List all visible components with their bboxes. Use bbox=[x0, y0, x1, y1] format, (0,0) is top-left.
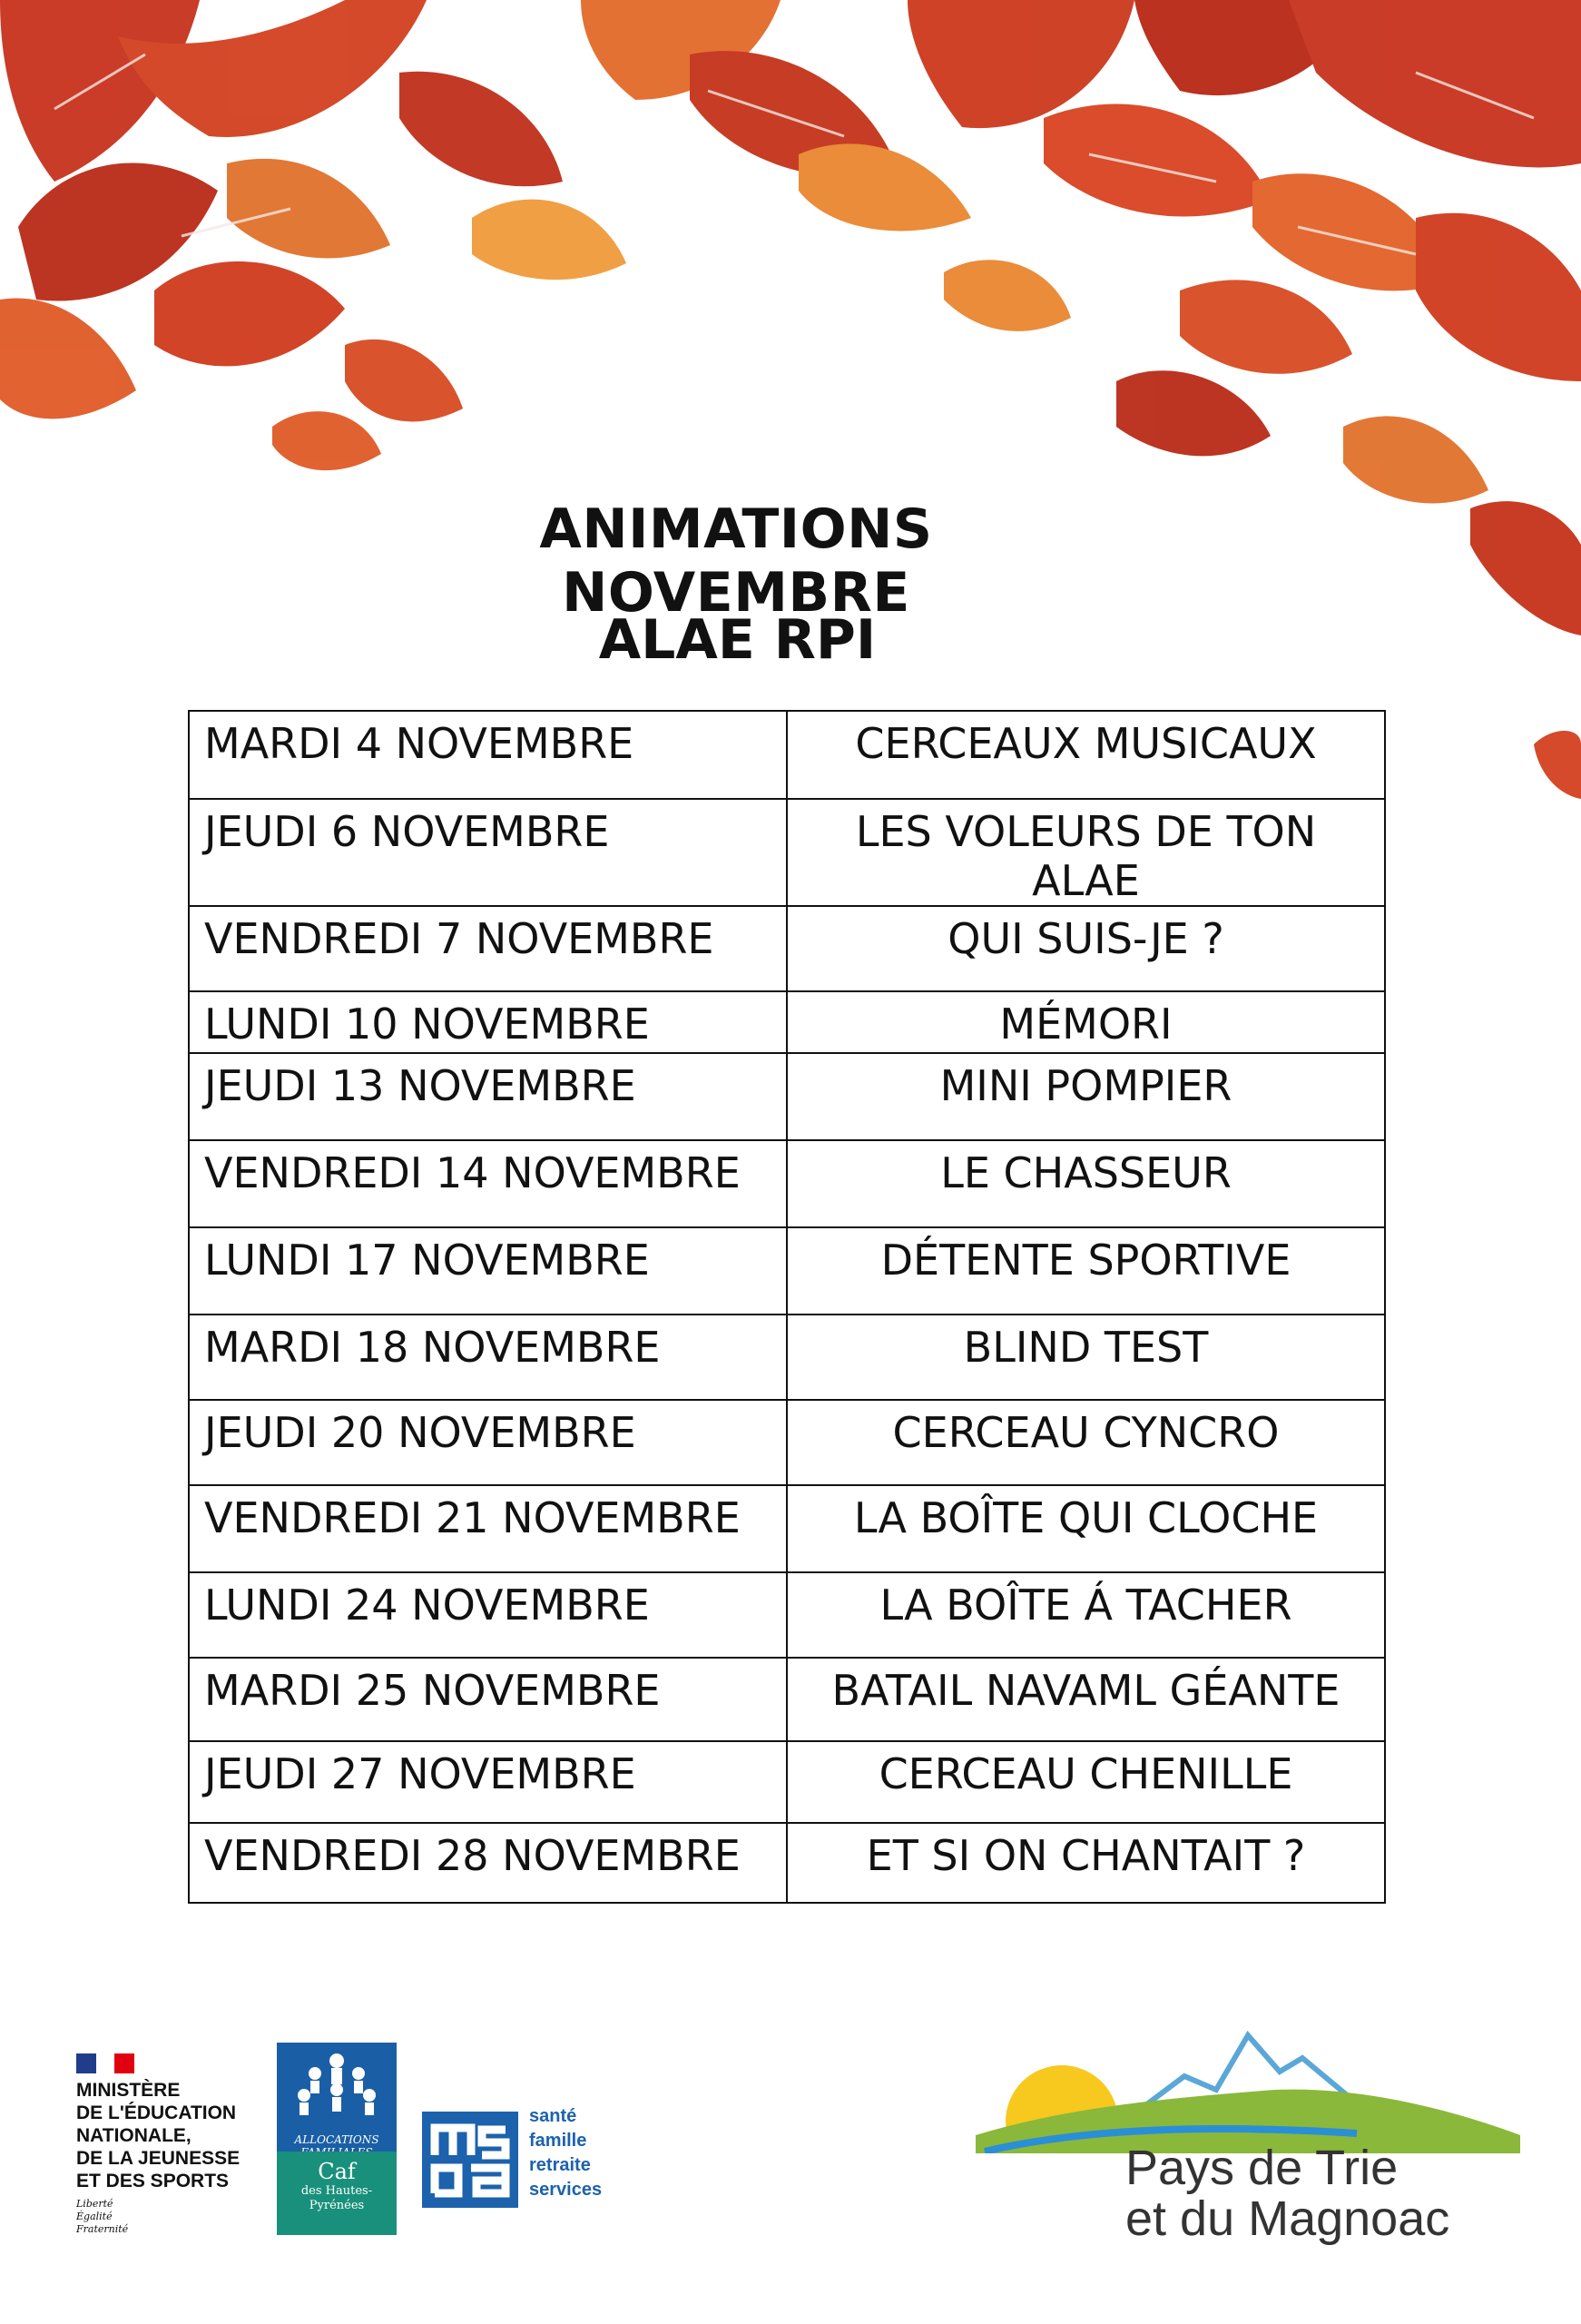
ministere-line: NATIONALE, bbox=[76, 2125, 191, 2146]
pays-de-trie-logo bbox=[976, 2026, 1520, 2262]
activity-cell: LES VOLEURS DE TON ALAE bbox=[787, 799, 1385, 906]
table-row bbox=[189, 1741, 1385, 1823]
caf-footer bbox=[277, 2152, 397, 2235]
ministere-line: MINISTÈRE bbox=[76, 2080, 181, 2101]
page-title: ANIMATIONS NOVEMBRE bbox=[539, 497, 933, 625]
table-row bbox=[189, 1053, 1385, 1140]
date-cell: MARDI 18 NOVEMBRE bbox=[189, 1315, 787, 1400]
date-cell: LUNDI 10 NOVEMBRE bbox=[189, 991, 787, 1053]
table-row bbox=[189, 1140, 1385, 1227]
date-cell: VENDREDI 21 NOVEMBRE bbox=[189, 1485, 787, 1572]
pays-name bbox=[1125, 2142, 1449, 2244]
table-row bbox=[189, 799, 1385, 906]
date-cell: JEUDI 20 NOVEMBRE bbox=[189, 1400, 787, 1485]
ministere-line: DE LA JEUNESSE bbox=[76, 2148, 241, 2169]
table-row bbox=[189, 1227, 1385, 1315]
activity-cell: BLIND TEST bbox=[787, 1315, 1385, 1400]
activity-cell: MÉMORI bbox=[787, 991, 1385, 1053]
msa-logo bbox=[422, 2104, 631, 2204]
table-row bbox=[189, 1823, 1385, 1903]
table-row bbox=[189, 711, 1385, 799]
msa-line: retraite bbox=[529, 2155, 591, 2175]
motto-line: Fraternité bbox=[76, 2223, 129, 2235]
ministere-logo bbox=[76, 2053, 267, 2236]
caf-logo bbox=[277, 2043, 397, 2235]
motto-line: Liberté bbox=[76, 2198, 113, 2210]
msa-line: services bbox=[529, 2180, 603, 2200]
table-row bbox=[189, 1400, 1385, 1485]
date-cell: JEUDI 6 NOVEMBRE bbox=[189, 799, 787, 906]
date-cell: LUNDI 24 NOVEMBRE bbox=[189, 1572, 787, 1658]
table-row bbox=[189, 1485, 1385, 1572]
table-row bbox=[189, 1572, 1385, 1658]
msa-emblem-icon bbox=[422, 2112, 518, 2208]
french-flag-icon bbox=[76, 2053, 134, 2073]
activity-cell: CERCEAU CHENILLE bbox=[787, 1741, 1385, 1823]
table-row bbox=[189, 1315, 1385, 1400]
family-figures-icon bbox=[277, 2043, 397, 2133]
msa-text bbox=[529, 2104, 602, 2202]
activity-cell: BATAIL NAVAML GÉANTE bbox=[787, 1658, 1385, 1741]
activity-cell: LA BOÎTE QUI CLOCHE bbox=[787, 1485, 1385, 1572]
pays-line2: et du Magnoac bbox=[1125, 2191, 1450, 2246]
activity-cell: QUI SUIS-JE ? bbox=[787, 906, 1385, 991]
motto-line: Égalité bbox=[76, 2211, 113, 2222]
activity-cell: CERCEAU CYNCRO bbox=[787, 1400, 1385, 1485]
activity-cell: LE CHASSEUR bbox=[787, 1140, 1385, 1227]
ministere-line: DE L'ÉDUCATION bbox=[76, 2102, 237, 2123]
caf-region: des Hautes-Pyrénées bbox=[300, 2184, 373, 2212]
caf-name: Caf bbox=[318, 2159, 356, 2184]
activity-cell: MINI POMPIER bbox=[787, 1053, 1385, 1140]
date-cell: MARDI 4 NOVEMBRE bbox=[189, 711, 787, 799]
activity-cell: DÉTENTE SPORTIVE bbox=[787, 1227, 1385, 1315]
activity-cell: ET SI ON CHANTAIT ? bbox=[787, 1823, 1385, 1903]
date-cell: VENDREDI 14 NOVEMBRE bbox=[189, 1140, 787, 1227]
date-cell: JEUDI 27 NOVEMBRE bbox=[189, 1741, 787, 1823]
schedule-table bbox=[188, 710, 1386, 1904]
date-cell: VENDREDI 7 NOVEMBRE bbox=[189, 906, 787, 991]
landscape-icon bbox=[976, 2026, 1520, 2153]
date-cell: LUNDI 17 NOVEMBRE bbox=[189, 1227, 787, 1315]
activity-cell: LA BOÎTE Á TACHER bbox=[787, 1572, 1385, 1658]
msa-line: santé bbox=[529, 2106, 577, 2126]
date-cell: JEUDI 13 NOVEMBRE bbox=[189, 1053, 787, 1140]
caf-tagline: ALLOCATIONS bbox=[294, 2133, 379, 2146]
activity-cell: CERCEAUX MUSICAUX bbox=[787, 711, 1385, 799]
table-row bbox=[189, 1658, 1385, 1741]
msa-line: famille bbox=[529, 2131, 587, 2151]
ministere-line: ET DES SPORTS bbox=[76, 2171, 230, 2191]
date-cell: MARDI 25 NOVEMBRE bbox=[189, 1658, 787, 1741]
date-cell: VENDREDI 28 NOVEMBRE bbox=[189, 1823, 787, 1903]
table-row bbox=[189, 906, 1385, 991]
page-subtitle: ALAE RPI bbox=[598, 608, 877, 672]
table-row bbox=[189, 991, 1385, 1053]
pays-line1: Pays de Trie bbox=[1125, 2141, 1399, 2195]
